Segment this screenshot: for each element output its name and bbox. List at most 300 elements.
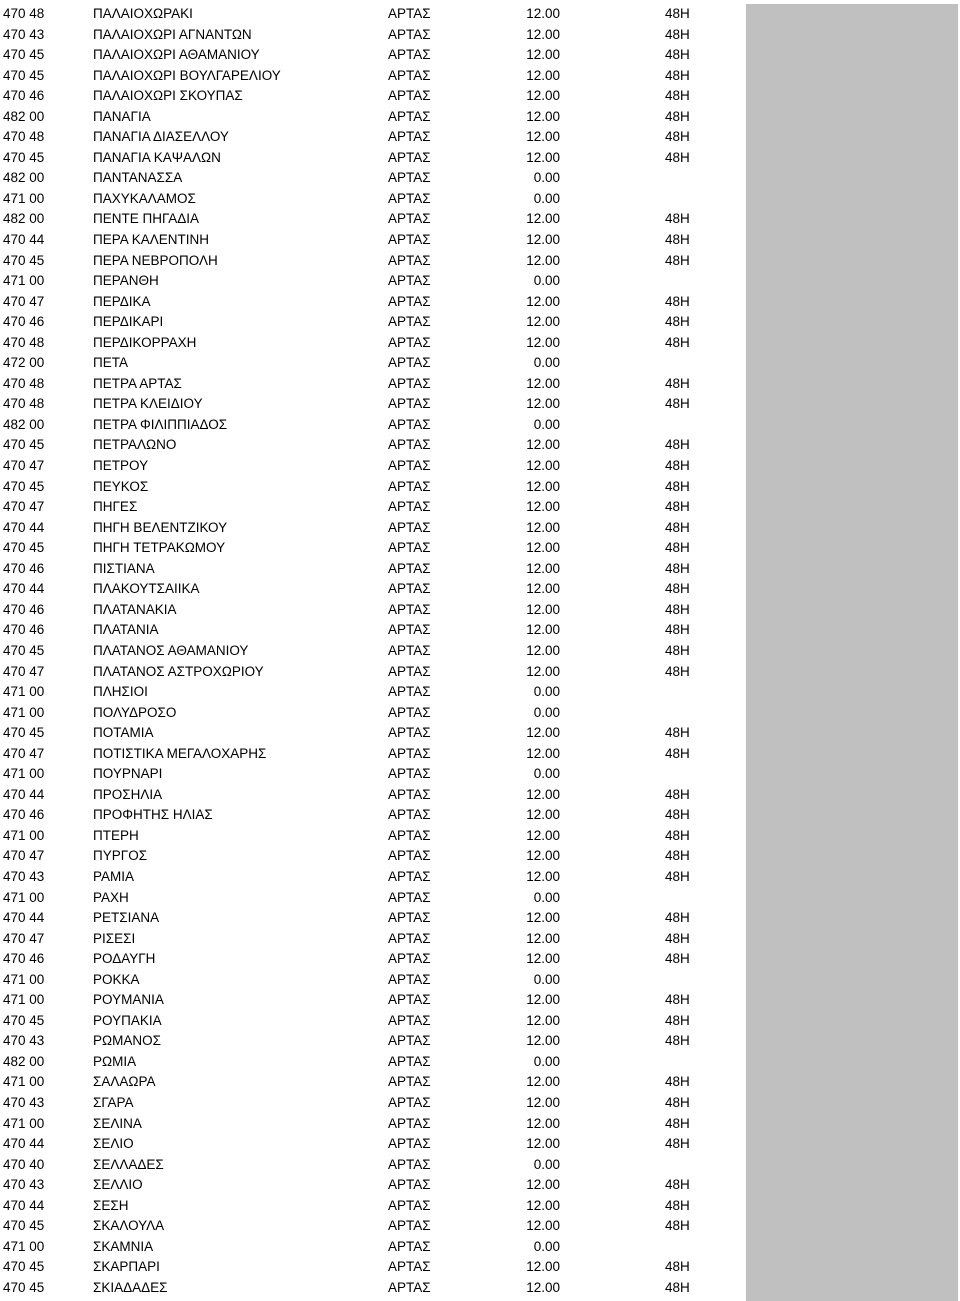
prefecture-cell: ΑΡΤΑΣ [388,519,431,535]
zip-code-cell: 470 45 [3,1218,45,1234]
zip-code-cell: 471 00 [3,889,45,905]
amount-cell: 12.00 [526,519,560,535]
amount-cell: 0.00 [533,1156,560,1172]
amount-cell: 0.00 [533,416,560,432]
amount-cell: 12.00 [526,560,560,576]
prefecture-cell: ΑΡΤΑΣ [388,807,431,823]
place-name-cell: ΠΙΣΤΙΑΝΑ [93,560,155,576]
place-name-cell: ΠΡΟΣΗΛΙΑ [93,786,163,802]
amount-cell: 12.00 [526,252,560,268]
table-row [0,990,746,1011]
amount-cell: 12.00 [526,1177,560,1193]
table-row [0,353,746,374]
delivery-time-cell: 48Η [665,1115,690,1131]
zip-code-cell: 470 45 [3,478,45,494]
table-row [0,394,746,415]
zip-code-cell: 470 43 [3,26,45,42]
place-name-cell: ΡΩΜΙΑ [93,1053,137,1069]
table-row [0,1216,746,1237]
table-row [0,1237,746,1258]
amount-cell: 12.00 [526,848,560,864]
place-name-cell: ΠΕΡΑ ΚΑΛΕΝΤΙΝΗ [93,232,210,248]
place-name-cell: ΠΕΡΔΙΚΑΡΙ [93,314,164,330]
delivery-time-cell: 48Η [665,622,690,638]
table-row [0,292,746,313]
prefecture-cell: ΑΡΤΑΣ [388,889,431,905]
place-name-cell: ΡΟΔΑΥΓΗ [93,951,156,967]
table-row [0,682,746,703]
table-row [0,908,746,929]
prefecture-cell: ΑΡΤΑΣ [388,1115,431,1131]
place-name-cell: ΠΕΝΤΕ ΠΗΓΑΔΙΑ [93,211,199,227]
place-name-cell: ΠΕΡΑ ΝΕΒΡΟΠΟΛΗ [93,252,218,268]
table-row [0,45,746,66]
amount-cell: 12.00 [526,725,560,741]
table-row [0,148,746,169]
zip-code-cell: 470 47 [3,745,45,761]
zip-code-cell: 470 45 [3,540,45,556]
zip-code-cell: 470 48 [3,375,45,391]
prefecture-cell: ΑΡΤΑΣ [388,499,431,515]
table-row [0,456,746,477]
amount-cell: 0.00 [533,971,560,987]
delivery-time-cell: 48Η [665,129,690,145]
delivery-time-cell: 48Η [665,375,690,391]
prefecture-cell: ΑΡΤΑΣ [388,314,431,330]
prefecture-cell: ΑΡΤΑΣ [388,1218,431,1234]
amount-cell: 12.00 [526,910,560,926]
prefecture-cell: ΑΡΤΑΣ [388,540,431,556]
prefecture-cell: ΑΡΤΑΣ [388,6,431,21]
prefecture-cell: ΑΡΤΑΣ [388,375,431,391]
amount-cell: 0.00 [533,190,560,206]
prefecture-cell: ΑΡΤΑΣ [388,1238,431,1254]
place-name-cell: ΠΑΝΑΓΙΑ ΚΑΨΑΛΩΝ [93,149,221,165]
zip-code-cell: 482 00 [3,170,45,186]
amount-cell: 12.00 [526,67,560,83]
prefecture-cell: ΑΡΤΑΣ [388,478,431,494]
place-name-cell: ΡΑΧΗ [93,889,129,905]
zip-code-cell: 470 47 [3,499,45,515]
amount-cell: 12.00 [526,1033,560,1049]
table-row [0,970,746,991]
delivery-time-cell: 48Η [665,1279,690,1295]
delivery-time-cell: 48Η [665,540,690,556]
zip-code-cell: 470 47 [3,293,45,309]
place-name-cell: ΠΛΗΣΙΟΙ [93,684,148,700]
zip-code-cell: 470 48 [3,6,45,21]
table-row [0,1052,746,1073]
place-name-cell: ΠΕΡΑΝΘΗ [93,273,159,289]
table-row [0,66,746,87]
amount-cell: 12.00 [526,951,560,967]
delivery-time-cell: 48Η [665,478,690,494]
amount-cell: 12.00 [526,47,560,63]
delivery-time-cell: 48Η [665,108,690,124]
prefecture-cell: ΑΡΤΑΣ [388,1033,431,1049]
amount-cell: 12.00 [526,807,560,823]
prefecture-cell: ΑΡΤΑΣ [388,1136,431,1152]
table-row [0,86,746,107]
prefecture-cell: ΑΡΤΑΣ [388,437,431,453]
place-name-cell: ΠΕΤΡΑ ΦΙΛΙΠΠΙΑΔΟΣ [93,416,228,432]
place-name-cell: ΠΕΥΚΟΣ [93,478,149,494]
zip-code-cell: 470 44 [3,1136,45,1152]
zip-code-cell: 470 45 [3,725,45,741]
prefecture-cell: ΑΡΤΑΣ [388,560,431,576]
prefecture-cell: ΑΡΤΑΣ [388,581,431,597]
amount-cell: 12.00 [526,1197,560,1213]
delivery-time-cell: 48Η [665,1012,690,1028]
zip-code-cell: 470 44 [3,232,45,248]
table-row [0,477,746,498]
postal-code-table [0,4,746,1298]
prefecture-cell: ΑΡΤΑΣ [388,868,431,884]
prefecture-cell: ΑΡΤΑΣ [388,622,431,638]
delivery-time-cell: 48Η [665,47,690,63]
zip-code-cell: 471 00 [3,273,45,289]
prefecture-cell: ΑΡΤΑΣ [388,745,431,761]
table-row [0,620,746,641]
delivery-time-cell: 48Η [665,149,690,165]
prefecture-cell: ΑΡΤΑΣ [388,129,431,145]
prefecture-cell: ΑΡΤΑΣ [388,1279,431,1295]
prefecture-cell: ΑΡΤΑΣ [388,684,431,700]
place-name-cell: ΠΕΤΡΑ ΑΡΤΑΣ [93,375,182,391]
table-row [0,497,746,518]
delivery-time-cell: 48Η [665,910,690,926]
table-row [0,1031,746,1052]
amount-cell: 12.00 [526,6,560,21]
zip-code-cell: 470 47 [3,930,45,946]
place-name-cell: ΠΕΡΔΙΚΑ [93,293,151,309]
prefecture-cell: ΑΡΤΑΣ [388,293,431,309]
prefecture-cell: ΑΡΤΑΣ [388,663,431,679]
amount-cell: 12.00 [526,930,560,946]
amount-cell: 12.00 [526,293,560,309]
prefecture-cell: ΑΡΤΑΣ [388,1053,431,1069]
table-row [0,1093,746,1114]
delivery-time-cell: 48Η [665,26,690,42]
place-name-cell: ΡΟΥΜΑΝΙΑ [93,992,164,1008]
amount-cell: 0.00 [533,1053,560,1069]
zip-code-cell: 471 00 [3,1074,45,1090]
prefecture-cell: ΑΡΤΑΣ [388,910,431,926]
prefecture-cell: ΑΡΤΑΣ [388,334,431,350]
delivery-time-cell: 48Η [665,930,690,946]
delivery-time-cell: 48Η [665,786,690,802]
zip-code-cell: 470 44 [3,910,45,926]
place-name-cell: ΣΕΛΙΝΑ [93,1115,142,1131]
zip-code-cell: 470 46 [3,601,45,617]
amount-cell: 12.00 [526,1218,560,1234]
amount-cell: 0.00 [533,684,560,700]
zip-code-cell: 470 47 [3,663,45,679]
table-row [0,189,746,210]
place-name-cell: ΣΕΛΛΑΔΕΣ [93,1156,164,1172]
zip-code-cell: 470 48 [3,129,45,145]
amount-cell: 12.00 [526,232,560,248]
amount-cell: 12.00 [526,1094,560,1110]
amount-cell: 12.00 [526,437,560,453]
table-row [0,4,746,25]
place-name-cell: ΠΗΓΗ ΤΕΤΡΑΚΩΜΟΥ [93,540,226,556]
place-name-cell: ΠΕΤΑ [93,355,129,371]
place-name-cell: ΠΑΛΑΙΟΧΩΡΙ ΑΘΑΜΑΝΙΟΥ [93,47,260,63]
table-row [0,867,746,888]
prefecture-cell: ΑΡΤΑΣ [388,1156,431,1172]
prefecture-cell: ΑΡΤΑΣ [388,149,431,165]
amount-cell: 0.00 [533,704,560,720]
delivery-time-cell: 48Η [665,519,690,535]
amount-cell: 12.00 [526,786,560,802]
table-row [0,333,746,354]
prefecture-cell: ΑΡΤΑΣ [388,601,431,617]
amount-cell: 12.00 [526,396,560,412]
place-name-cell: ΡΟΥΠΑΚΙΑ [93,1012,162,1028]
zip-code-cell: 482 00 [3,1053,45,1069]
zip-code-cell: 470 46 [3,560,45,576]
prefecture-cell: ΑΡΤΑΣ [388,88,431,104]
delivery-time-cell: 48Η [665,745,690,761]
zip-code-cell: 470 45 [3,149,45,165]
delivery-time-cell: 48Η [665,88,690,104]
place-name-cell: ΡΙΣΕΣΙ [93,930,136,946]
table-row [0,641,746,662]
prefecture-cell: ΑΡΤΑΣ [388,1197,431,1213]
amount-cell: 0.00 [533,1238,560,1254]
place-name-cell: ΠΕΤΡΑ ΚΛΕΙΔΙΟΥ [93,396,203,412]
amount-cell: 12.00 [526,1279,560,1295]
table-row [0,1114,746,1135]
amount-cell: 12.00 [526,108,560,124]
delivery-time-cell: 48Η [665,868,690,884]
prefecture-cell: ΑΡΤΑΣ [388,396,431,412]
place-name-cell: ΠΑΝΑΓΙΑ [93,108,151,124]
amount-cell: 12.00 [526,149,560,165]
table-row [0,1196,746,1217]
table-row [0,168,746,189]
table-row [0,1134,746,1155]
delivery-time-cell: 48Η [665,1177,690,1193]
place-name-cell: ΠΛΑΤΑΝΟΣ ΑΣΤΡΟΧΩΡΙΟΥ [93,663,264,679]
prefecture-cell: ΑΡΤΑΣ [388,26,431,42]
amount-cell: 12.00 [526,622,560,638]
zip-code-cell: 470 45 [3,47,45,63]
place-name-cell: ΠΑΛΑΙΟΧΩΡΙ ΒΟΥΛΓΑΡΕΛΙΟΥ [93,67,281,83]
amount-cell: 12.00 [526,1012,560,1028]
table-row [0,1175,746,1196]
zip-code-cell: 482 00 [3,416,45,432]
zip-code-cell: 470 47 [3,848,45,864]
place-name-cell: ΣΚΑΛΟΥΛΑ [93,1218,165,1234]
delivery-time-cell: 48Η [665,334,690,350]
amount-cell: 12.00 [526,211,560,227]
place-name-cell: ΠΛΑΤΑΝΟΣ ΑΘΑΜΑΝΙΟΥ [93,642,249,658]
prefecture-cell: ΑΡΤΑΣ [388,1094,431,1110]
amount-cell: 12.00 [526,642,560,658]
zip-code-cell: 470 44 [3,1197,45,1213]
zip-code-cell: 470 43 [3,1177,45,1193]
delivery-time-cell: 48Η [665,992,690,1008]
table-row [0,723,746,744]
delivery-time-cell: 48Η [665,1094,690,1110]
prefecture-cell: ΑΡΤΑΣ [388,930,431,946]
amount-cell: 12.00 [526,581,560,597]
prefecture-cell: ΑΡΤΑΣ [388,1259,431,1275]
delivery-time-cell: 48Η [665,293,690,309]
prefecture-cell: ΑΡΤΑΣ [388,951,431,967]
zip-code-cell: 470 46 [3,807,45,823]
zip-code-cell: 470 46 [3,622,45,638]
zip-code-cell: 471 00 [3,992,45,1008]
table-row [0,846,746,867]
table-row [0,25,746,46]
delivery-time-cell: 48Η [665,1259,690,1275]
prefecture-cell: ΑΡΤΑΣ [388,725,431,741]
table-row [0,826,746,847]
prefecture-cell: ΑΡΤΑΣ [388,355,431,371]
table-row [0,764,746,785]
place-name-cell: ΣΚΑΡΠΑΡΙ [93,1259,160,1275]
amount-cell: 12.00 [526,334,560,350]
delivery-time-cell: 48Η [665,437,690,453]
zip-code-cell: 471 00 [3,190,45,206]
amount-cell: 0.00 [533,355,560,371]
zip-code-cell: 472 00 [3,355,45,371]
delivery-time-cell: 48Η [665,211,690,227]
prefecture-cell: ΑΡΤΑΣ [388,786,431,802]
amount-cell: 12.00 [526,1074,560,1090]
table-row [0,1278,746,1299]
amount-cell: 0.00 [533,889,560,905]
delivery-time-cell: 48Η [665,6,690,21]
zip-code-cell: 470 40 [3,1156,45,1172]
amount-cell: 0.00 [533,170,560,186]
table-row [0,703,746,724]
delivery-time-cell: 48Η [665,499,690,515]
place-name-cell: ΠΑΝΑΓΙΑ ΔΙΑΣΕΛΛΟΥ [93,129,229,145]
delivery-time-cell: 48Η [665,951,690,967]
amount-cell: 12.00 [526,745,560,761]
prefecture-cell: ΑΡΤΑΣ [388,1012,431,1028]
prefecture-cell: ΑΡΤΑΣ [388,848,431,864]
zip-code-cell: 470 44 [3,786,45,802]
prefecture-cell: ΑΡΤΑΣ [388,170,431,186]
table-row [0,785,746,806]
delivery-time-cell: 48Η [665,642,690,658]
amount-cell: 12.00 [526,663,560,679]
place-name-cell: ΠΟΤΙΣΤΙΚΑ ΜΕΓΑΛΟΧΑΡΗΣ [93,745,267,761]
place-name-cell: ΠΥΡΓΟΣ [93,848,148,864]
prefecture-cell: ΑΡΤΑΣ [388,211,431,227]
place-name-cell: ΠΤΕΡΗ [93,827,139,843]
prefecture-cell: ΑΡΤΑΣ [388,971,431,987]
zip-code-cell: 470 43 [3,1033,45,1049]
delivery-time-cell: 48Η [665,560,690,576]
zip-code-cell: 470 46 [3,314,45,330]
prefecture-cell: ΑΡΤΑΣ [388,232,431,248]
place-name-cell: ΠΕΤΡΟΥ [93,458,149,474]
zip-code-cell: 470 45 [3,67,45,83]
zip-code-cell: 471 00 [3,1238,45,1254]
place-name-cell: ΠΟΤΑΜΙΑ [93,725,154,741]
table-row [0,415,746,436]
amount-cell: 12.00 [526,1136,560,1152]
amount-cell: 12.00 [526,1259,560,1275]
table-row [0,1011,746,1032]
place-name-cell: ΠΕΤΡΑΛΩΝΟ [93,437,177,453]
delivery-time-cell: 48Η [665,396,690,412]
zip-code-cell: 470 45 [3,437,45,453]
place-name-cell: ΠΑΛΑΙΟΧΩΡΑΚΙ [93,6,193,21]
prefecture-cell: ΑΡΤΑΣ [388,992,431,1008]
zip-code-cell: 470 44 [3,581,45,597]
table-row [0,744,746,765]
delivery-time-cell: 48Η [665,581,690,597]
place-name-cell: ΣΚΙΑΔΑΔΕΣ [93,1279,168,1295]
zip-code-cell: 471 00 [3,766,45,782]
table-row [0,312,746,333]
delivery-time-cell: 48Η [665,848,690,864]
place-name-cell: ΠΟΛΥΔΡΟΣΟ [93,704,177,720]
table-row [0,1072,746,1093]
place-name-cell: ΠΕΡΔΙΚΟΡΡΑΧΗ [93,334,197,350]
amount-cell: 12.00 [526,992,560,1008]
table-row [0,127,746,148]
amount-cell: 12.00 [526,601,560,617]
prefecture-cell: ΑΡΤΑΣ [388,273,431,289]
table-row [0,805,746,826]
place-name-cell: ΠΛΑΚΟΥΤΣΑΙΙΚΑ [93,581,200,597]
prefecture-cell: ΑΡΤΑΣ [388,108,431,124]
delivery-time-cell: 48Η [665,1074,690,1090]
amount-cell: 12.00 [526,868,560,884]
table-row [0,538,746,559]
amount-cell: 12.00 [526,499,560,515]
delivery-time-cell: 48Η [665,252,690,268]
prefecture-cell: ΑΡΤΑΣ [388,1177,431,1193]
prefecture-cell: ΑΡΤΑΣ [388,252,431,268]
place-name-cell: ΡΟΚΚΑ [93,971,140,987]
amount-cell: 0.00 [533,766,560,782]
place-name-cell: ΠΑΧΥΚΑΛΑΜΟΣ [93,190,196,206]
table-row [0,435,746,456]
table-row [0,662,746,683]
prefecture-cell: ΑΡΤΑΣ [388,458,431,474]
table-row [0,230,746,251]
table-row [0,271,746,292]
zip-code-cell: 470 45 [3,1012,45,1028]
zip-code-cell: 482 00 [3,211,45,227]
place-name-cell: ΣΕΛΙΟ [93,1136,134,1152]
zip-code-cell: 470 45 [3,1259,45,1275]
zip-code-cell: 470 45 [3,642,45,658]
prefecture-cell: ΑΡΤΑΣ [388,827,431,843]
delivery-time-cell: 48Η [665,663,690,679]
table-row [0,579,746,600]
amount-cell: 12.00 [526,540,560,556]
zip-code-cell: 470 43 [3,868,45,884]
zip-code-cell: 470 43 [3,1094,45,1110]
table-row [0,559,746,580]
zip-code-cell: 470 47 [3,458,45,474]
prefecture-cell: ΑΡΤΑΣ [388,642,431,658]
prefecture-cell: ΑΡΤΑΣ [388,416,431,432]
zip-code-cell: 470 46 [3,951,45,967]
table-row [0,888,746,909]
amount-cell: 12.00 [526,88,560,104]
